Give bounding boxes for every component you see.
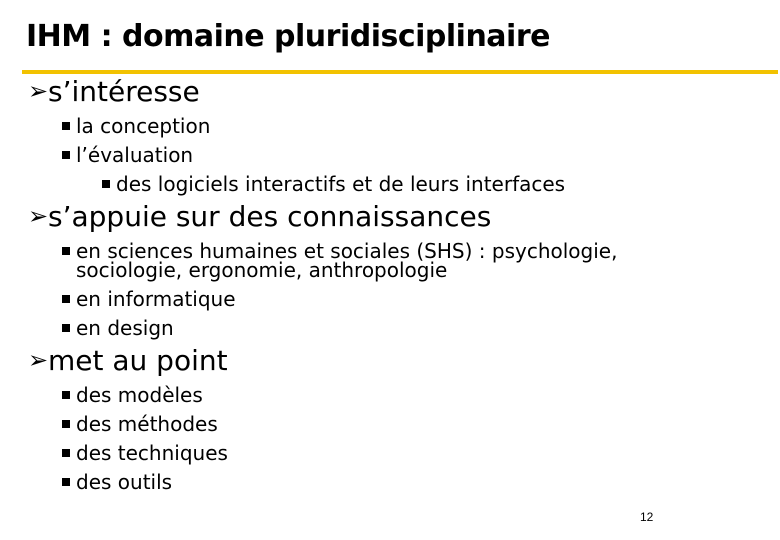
square-bullet-icon	[62, 247, 70, 255]
list-item	[62, 472, 172, 492]
list-item	[62, 414, 218, 434]
section-heading-label: s’intéresse	[48, 75, 200, 108]
square-bullet-icon	[62, 122, 70, 130]
section-heading-appuie	[28, 200, 492, 233]
list-subitem	[102, 174, 565, 194]
square-bullet-icon	[62, 151, 70, 159]
list-item-label: des modèles	[76, 383, 203, 407]
arrow-bullet-icon: ➢	[28, 346, 49, 374]
page-number: 12	[640, 510, 654, 524]
square-bullet-icon	[62, 478, 70, 486]
arrow-bullet-icon: ➢	[28, 77, 49, 105]
list-item-label: des outils	[76, 470, 173, 494]
list-item	[62, 443, 228, 463]
section-heading-label: s’appuie sur des connaissances	[48, 200, 492, 233]
square-bullet-icon	[62, 391, 70, 399]
list-item-label: des techniques	[76, 441, 228, 465]
section-heading-interesse	[28, 75, 200, 108]
list-item-continuation: sociologie, ergonomie, anthropologie	[76, 258, 448, 282]
list-item-label: des méthodes	[76, 412, 218, 436]
square-bullet-icon	[62, 420, 70, 428]
section-heading-met-au-point	[28, 344, 228, 377]
list-item	[62, 318, 174, 338]
square-bullet-icon	[62, 449, 70, 457]
list-item	[62, 145, 193, 165]
list-subitem-label: des logiciels interactifs et de leurs interfaces	[116, 172, 566, 196]
square-bullet-icon	[102, 180, 110, 188]
list-item	[62, 385, 203, 405]
list-item	[62, 289, 236, 309]
list-item-label: en sciences humaines et sociales (SHS) : psychologie,	[76, 239, 618, 263]
square-bullet-icon	[62, 324, 70, 332]
list-item	[62, 116, 210, 136]
section-heading-label: met au point	[48, 344, 228, 377]
arrow-bullet-icon: ➢	[28, 202, 49, 230]
slide-title: IHM : domaine pluridisciplinaire	[26, 19, 550, 54]
list-item-label: la conception	[76, 114, 211, 138]
title-underline	[22, 70, 778, 74]
list-item-label: en design	[76, 316, 174, 340]
square-bullet-icon	[62, 295, 70, 303]
list-item-label: en informatique	[76, 287, 236, 311]
list-item-label: l’évaluation	[76, 143, 194, 167]
